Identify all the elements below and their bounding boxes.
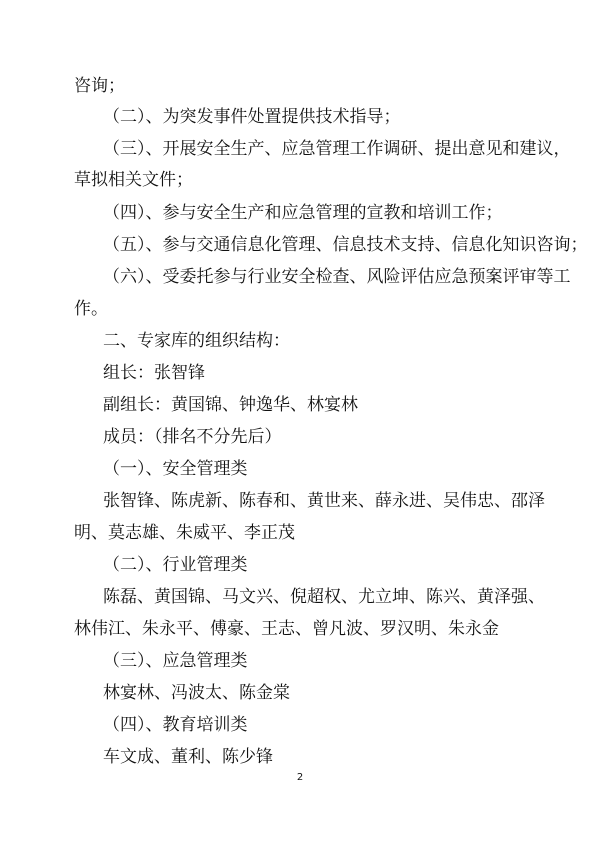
text-line: 成员：（排名不分先后）	[103, 427, 282, 447]
text-line: 张智锋、陈虎新、陈春和、黄世来、薛永进、吴伟忠、邵泽	[103, 491, 545, 511]
text-line: 副组长：黄国锦、钟逸华、林宴林	[103, 395, 358, 415]
text-line: 草拟相关文件；	[74, 170, 193, 190]
text-line: 组长：张智锋	[103, 363, 205, 383]
text-line: 咨询；	[74, 76, 125, 96]
category-heading: （四）、教育培训类	[103, 715, 248, 735]
text-line: 车文成、董利、陈少锋	[103, 747, 273, 767]
text-line: （二）、为突发事件处置提供技术指导；	[103, 107, 401, 127]
text-line: （六）、受委托参与行业安全检查、风险评估应急预案评审等工	[103, 267, 571, 287]
category-heading: （一）、安全管理类	[103, 459, 248, 479]
text-line: 林宴林、冯波太、陈金棠	[103, 683, 290, 703]
text-line: （三）、开展安全生产、应急管理工作调研、提出意见和建议，	[103, 139, 571, 159]
text-line: 陈磊、黄国锦、马文兴、倪超权、尤立坤、陈兴、黄泽强、	[103, 587, 545, 607]
text-line: 明、莫志雄、朱威平、李正茂	[74, 523, 295, 543]
page-number: 2	[296, 772, 304, 783]
category-heading: （三）、应急管理类	[103, 651, 248, 671]
text-line: 林伟江、朱永平、傅豪、王志、曾凡波、罗汉明、朱永金	[74, 619, 499, 639]
text-line: 作。	[74, 299, 108, 319]
category-heading: （二）、行业管理类	[103, 555, 248, 575]
text-line: （五）、参与交通信息化管理、信息技术支持、信息化知识咨询；	[103, 235, 588, 255]
section-heading: 二、专家库的组织结构：	[103, 331, 290, 351]
text-line: （四）、参与安全生产和应急管理的宣教和培训工作；	[103, 203, 503, 223]
